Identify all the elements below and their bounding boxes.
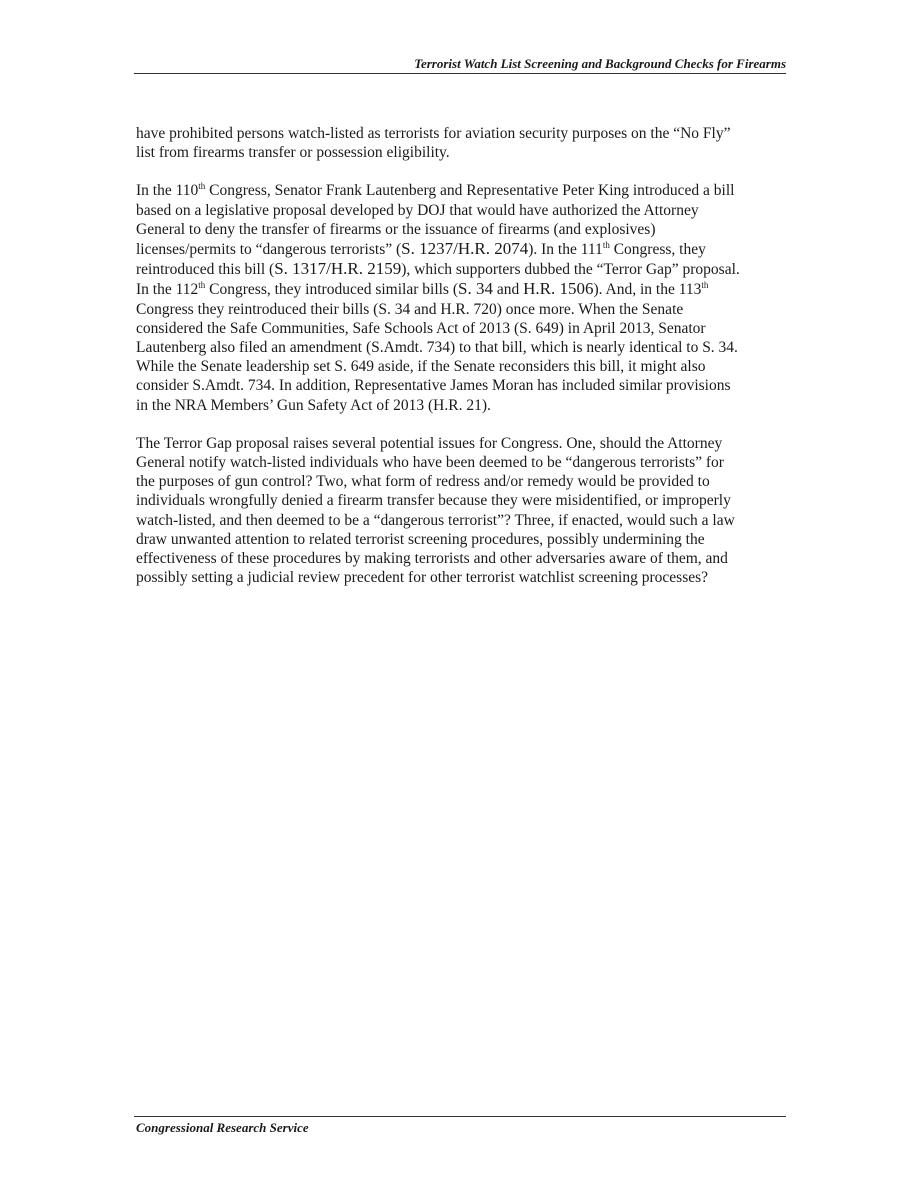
text-line: possibly setting a judicial review precedent for other terrorist watchlist screening processes? — [136, 569, 709, 587]
text-line: licenses/permits to “dangerous terrorists” (S. 1237/H.R. 2074). In the 111th Congress, they — [136, 239, 706, 259]
text-line: based on a legislative proposal developed by DOJ that would have authorized the Attorney — [136, 201, 699, 219]
ordinal-suffix: th — [198, 181, 206, 192]
text-line: in the NRA Members’ Gun Safety Act of 2013 (H.R. 21). — [136, 396, 491, 414]
body-text — [136, 124, 788, 606]
text-line: consider S.Amdt. 734. In addition, Representative James Moran has included similar provisions — [136, 377, 731, 395]
footer-rule — [134, 1116, 786, 1117]
running-header: Terrorist Watch List Screening and Background Checks for Firearms — [414, 56, 786, 71]
text-line: have prohibited persons watch-listed as terrorists for aviation security purposes on the “No Fly” — [136, 125, 731, 142]
text-line: draw unwanted attention to related terrorist screening procedures, possibly undermining the — [136, 530, 705, 548]
text-line: In the 110th Congress, Senator Frank Lautenberg and Representative Peter King introduced a bill — [136, 181, 735, 200]
text-line: General notify watch-listed individuals who have been deemed to be “dangerous terrorists” for — [136, 454, 724, 472]
paragraph-1 — [136, 124, 788, 162]
ordinal-suffix: th — [602, 240, 610, 251]
bill-reference: H.R. 1506 — [523, 279, 594, 299]
text-line: effectiveness of these procedures by making terrorists and other adversaries aware of them, and — [136, 550, 728, 568]
running-footer: Congressional Research Service — [136, 1120, 309, 1135]
text-line: In the 112th Congress, they introduced similar bills (S. 34 and H.R. 1506). And, in the 113th — [136, 279, 709, 299]
text-line: Lautenberg also filed an amendment (S.Amdt. 734) to that bill, which is nearly identical to S. 34. — [136, 339, 738, 357]
text-line: considered the Safe Communities, Safe Schools Act of 2013 (S. 649) in April 2013, Senator — [136, 319, 706, 337]
header-rule — [134, 73, 786, 74]
text-line: Congress they reintroduced their bills (S. 34 and H.R. 720) once more. When the Senate — [136, 300, 684, 318]
text-line: watch-listed, and then deemed to be a “dangerous terrorist”? Three, if enacted, would such a law — [136, 511, 735, 529]
text-line: While the Senate leadership set S. 649 aside, if the Senate reconsiders this bill, it might also — [136, 358, 706, 376]
text-line: The Terror Gap proposal raises several potential issues for Congress. One, should the Attorney — [136, 434, 723, 452]
text-line: reintroduced this bill (S. 1317/H.R. 2159), which supporters dubbed the “Terror Gap” proposal. — [136, 259, 740, 279]
text-line: individuals wrongfully denied a firearm transfer because they were misidentified, or improperly — [136, 492, 731, 510]
text-line: the purposes of gun control? Two, what form of redress and/or remedy would be provided to — [136, 473, 710, 491]
bill-reference: S. 34 — [458, 279, 493, 299]
paragraph-3 — [136, 434, 788, 588]
ordinal-suffix: th — [701, 280, 709, 291]
ordinal-suffix: th — [198, 280, 206, 291]
bill-reference: S. 1237/H.R. 2074 — [401, 239, 529, 259]
text-line: General to deny the transfer of firearms or the issuance of firearms (and explosives) — [136, 220, 656, 238]
text-line: list from firearms transfer or possession eligibility. — [136, 144, 450, 162]
bill-reference: S. 1317/H.R. 2159 — [274, 259, 402, 279]
paragraph-2 — [136, 181, 788, 414]
